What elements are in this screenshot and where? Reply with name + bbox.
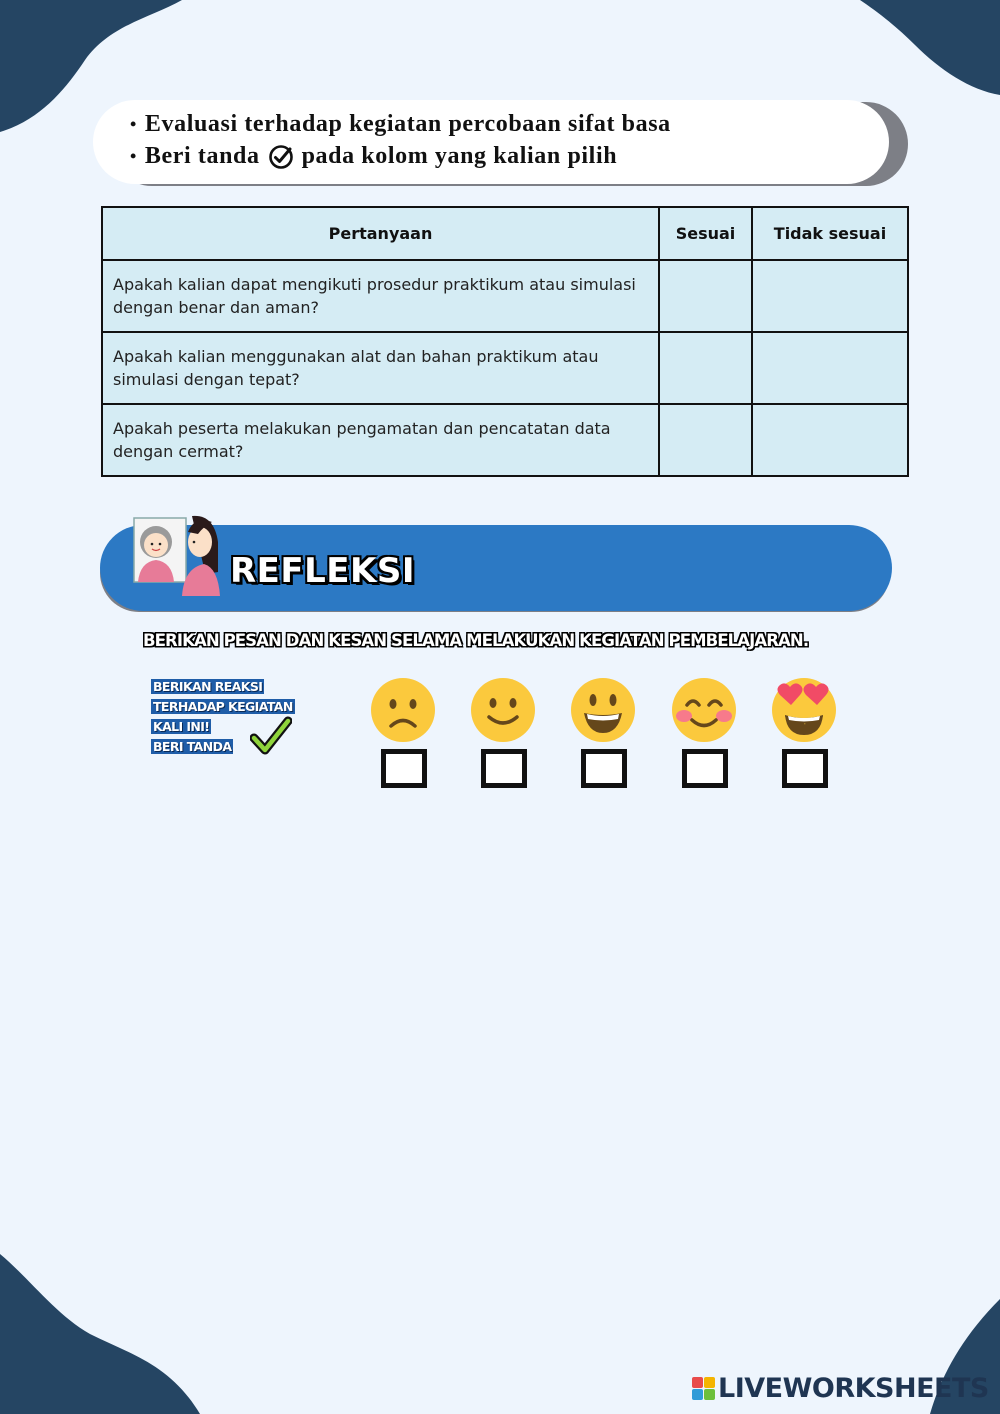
tidak-sesuai-cell[interactable]: [752, 332, 908, 404]
question-cell: Apakah kalian dapat mengikuti prosedur praktikum atau simulasi dengan benar dan aman?: [102, 260, 659, 332]
reaction-checkbox-4[interactable]: [682, 749, 728, 788]
reaction-line-1: BERIKAN REAKSI: [153, 679, 263, 694]
bullet: •: [130, 114, 137, 134]
question-cell: Apakah kalian menggunakan alat dan bahan praktikum atau simulasi dengan tepat?: [102, 332, 659, 404]
refleksi-title: REFLEKSI: [230, 551, 416, 591]
reaction-checkbox-2[interactable]: [481, 749, 527, 788]
instruction-line-1: [130, 111, 671, 138]
instruction-text-2b: pada kolom yang kalian pilih: [301, 143, 618, 169]
header-sesuai: Sesuai: [659, 207, 752, 260]
liveworksheets-logo-icon: [692, 1377, 715, 1400]
sad-face-icon: [370, 677, 436, 743]
table-row: [102, 404, 908, 476]
grin-icon: [570, 677, 636, 743]
reaction-line-4: BERI TANDA: [153, 739, 232, 754]
circle-check-icon: [268, 144, 294, 170]
liveworksheets-logo-text: LIVEWORKSHEETS: [718, 1373, 989, 1404]
reaction-checkbox-1[interactable]: [381, 749, 427, 788]
green-check-icon: [250, 716, 292, 758]
table-row: [102, 260, 908, 332]
reaction-checkbox-5[interactable]: [782, 749, 828, 788]
table-row: [102, 332, 908, 404]
instruction-line-2: [130, 143, 617, 170]
heart-eyes-icon: [771, 677, 837, 743]
table-header-row: [102, 207, 908, 260]
corner-blob-top-right: [860, 0, 1000, 95]
slight-smile-icon: [470, 677, 536, 743]
header-tidak-sesuai: Tidak sesuai: [752, 207, 908, 260]
blush-smile-icon: [671, 677, 737, 743]
sesuai-cell[interactable]: [659, 332, 752, 404]
question-cell: Apakah peserta melakukan pengamatan dan pencatatan data dengan cermat?: [102, 404, 659, 476]
instruction-text-2a: Beri tanda: [144, 143, 260, 169]
reaction-checkbox-3[interactable]: [581, 749, 627, 788]
reaction-line-2: TERHADAP KEGIATAN: [153, 699, 293, 714]
tidak-sesuai-cell[interactable]: [752, 404, 908, 476]
tidak-sesuai-cell[interactable]: [752, 260, 908, 332]
two-people-illustration-icon: [132, 512, 222, 597]
liveworksheets-logo: [692, 1373, 989, 1404]
evaluation-table: [101, 206, 909, 477]
reaction-instruction: [151, 677, 326, 757]
bullet: •: [130, 146, 137, 166]
reaction-line-3: KALI INI!: [153, 719, 210, 734]
instruction-text-1: Evaluasi terhadap kegiatan percobaan sifat basa: [144, 111, 671, 137]
sesuai-cell[interactable]: [659, 260, 752, 332]
header-pertanyaan: Pertanyaan: [102, 207, 659, 260]
corner-blob-bottom-left: [0, 1254, 205, 1414]
pesan-kesan-instruction: BERIKAN PESAN DAN KESAN SELAMA MELAKUKAN KEGIATAN PEMBELAJARAN.: [143, 631, 809, 650]
sesuai-cell[interactable]: [659, 404, 752, 476]
